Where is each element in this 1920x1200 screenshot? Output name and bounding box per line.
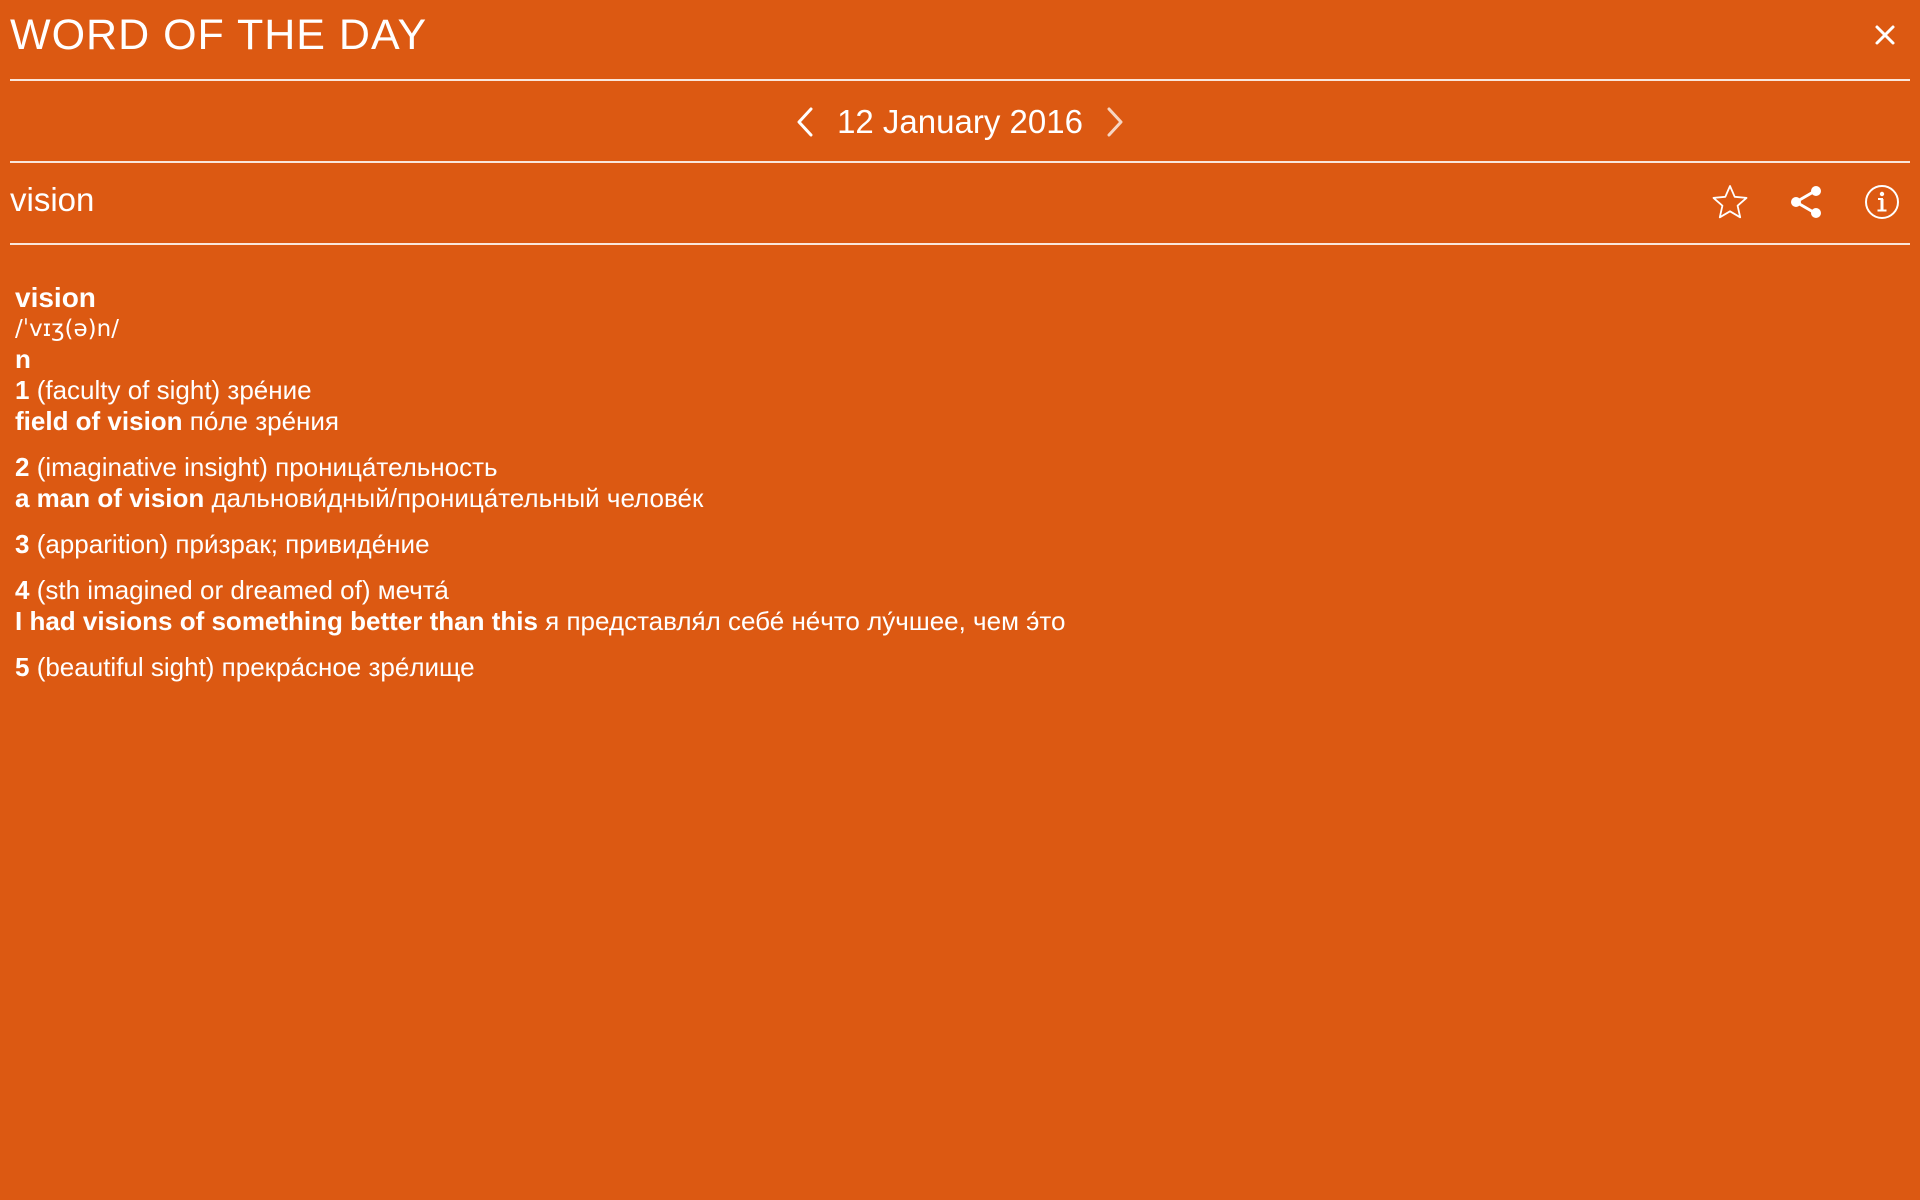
header-divider bbox=[10, 79, 1910, 81]
star-outline-icon bbox=[1711, 183, 1749, 221]
word-actions bbox=[1710, 182, 1902, 222]
example-line bbox=[15, 406, 1895, 437]
current-date: 12 January 2016 bbox=[837, 103, 1083, 140]
favorite-button[interactable] bbox=[1710, 182, 1750, 222]
dictionary-entry bbox=[15, 282, 1895, 683]
entry-pronunciation: /ˈvɪʒ(ə)n/ bbox=[15, 316, 119, 342]
sense-3 bbox=[15, 529, 1895, 560]
sense-gloss: (faculty of sight) зре́ние bbox=[29, 375, 312, 405]
sense-number: 1 bbox=[15, 375, 30, 405]
sense-4 bbox=[15, 575, 1895, 637]
close-icon bbox=[1868, 18, 1902, 52]
close-button[interactable] bbox=[1868, 18, 1902, 52]
header bbox=[0, 0, 1920, 79]
example-phrase: I had visions of something better than this bbox=[15, 606, 538, 636]
sense-line bbox=[15, 575, 1895, 606]
date-divider bbox=[10, 161, 1910, 163]
example-line bbox=[15, 483, 1895, 514]
next-day-button[interactable] bbox=[1101, 102, 1129, 142]
sense-2 bbox=[15, 452, 1895, 514]
chevron-right-icon bbox=[1103, 105, 1127, 139]
word-title: vision bbox=[10, 181, 95, 218]
sense-5 bbox=[15, 652, 1895, 683]
word-divider bbox=[10, 243, 1910, 245]
example-line bbox=[15, 606, 1895, 637]
sense-line bbox=[15, 375, 1895, 406]
info-icon bbox=[1863, 183, 1901, 221]
example-translation: я представля́л себе́ не́что лу́чшее, чем э́то bbox=[537, 606, 1066, 636]
info-button[interactable] bbox=[1862, 182, 1902, 222]
sense-gloss: (apparition) при́зрак; привиде́ние bbox=[29, 529, 430, 559]
sense-number: 2 bbox=[15, 452, 30, 482]
entry-part-of-speech: n bbox=[15, 344, 31, 374]
sense-number: 4 bbox=[15, 575, 30, 605]
share-button[interactable] bbox=[1786, 182, 1826, 222]
example-phrase: a man of vision bbox=[15, 483, 205, 513]
sense-line bbox=[15, 529, 1895, 560]
example-phrase: field of vision bbox=[15, 406, 183, 436]
word-bar bbox=[0, 164, 1920, 244]
example-translation: по́ле зре́ния bbox=[182, 406, 339, 436]
share-icon bbox=[1787, 183, 1825, 221]
page-title: WORD OF THE DAY bbox=[10, 11, 428, 59]
sense-gloss: (beautiful sight) прекра́сное зре́лище bbox=[29, 652, 475, 682]
date-navigation bbox=[0, 82, 1920, 162]
sense-line bbox=[15, 652, 1895, 683]
sense-gloss: (sth imagined or dreamed of) мечта́ bbox=[29, 575, 449, 605]
sense-number: 5 bbox=[15, 652, 30, 682]
sense-line bbox=[15, 452, 1895, 483]
chevron-left-icon bbox=[793, 105, 817, 139]
sense-gloss: (imaginative insight) проница́тельность bbox=[29, 452, 498, 482]
example-translation: дальнови́дный/проница́тельный челове́к bbox=[204, 483, 704, 513]
entry-headword: vision bbox=[15, 282, 96, 313]
sense-1 bbox=[15, 375, 1895, 437]
previous-day-button[interactable] bbox=[791, 102, 819, 142]
sense-number: 3 bbox=[15, 529, 30, 559]
